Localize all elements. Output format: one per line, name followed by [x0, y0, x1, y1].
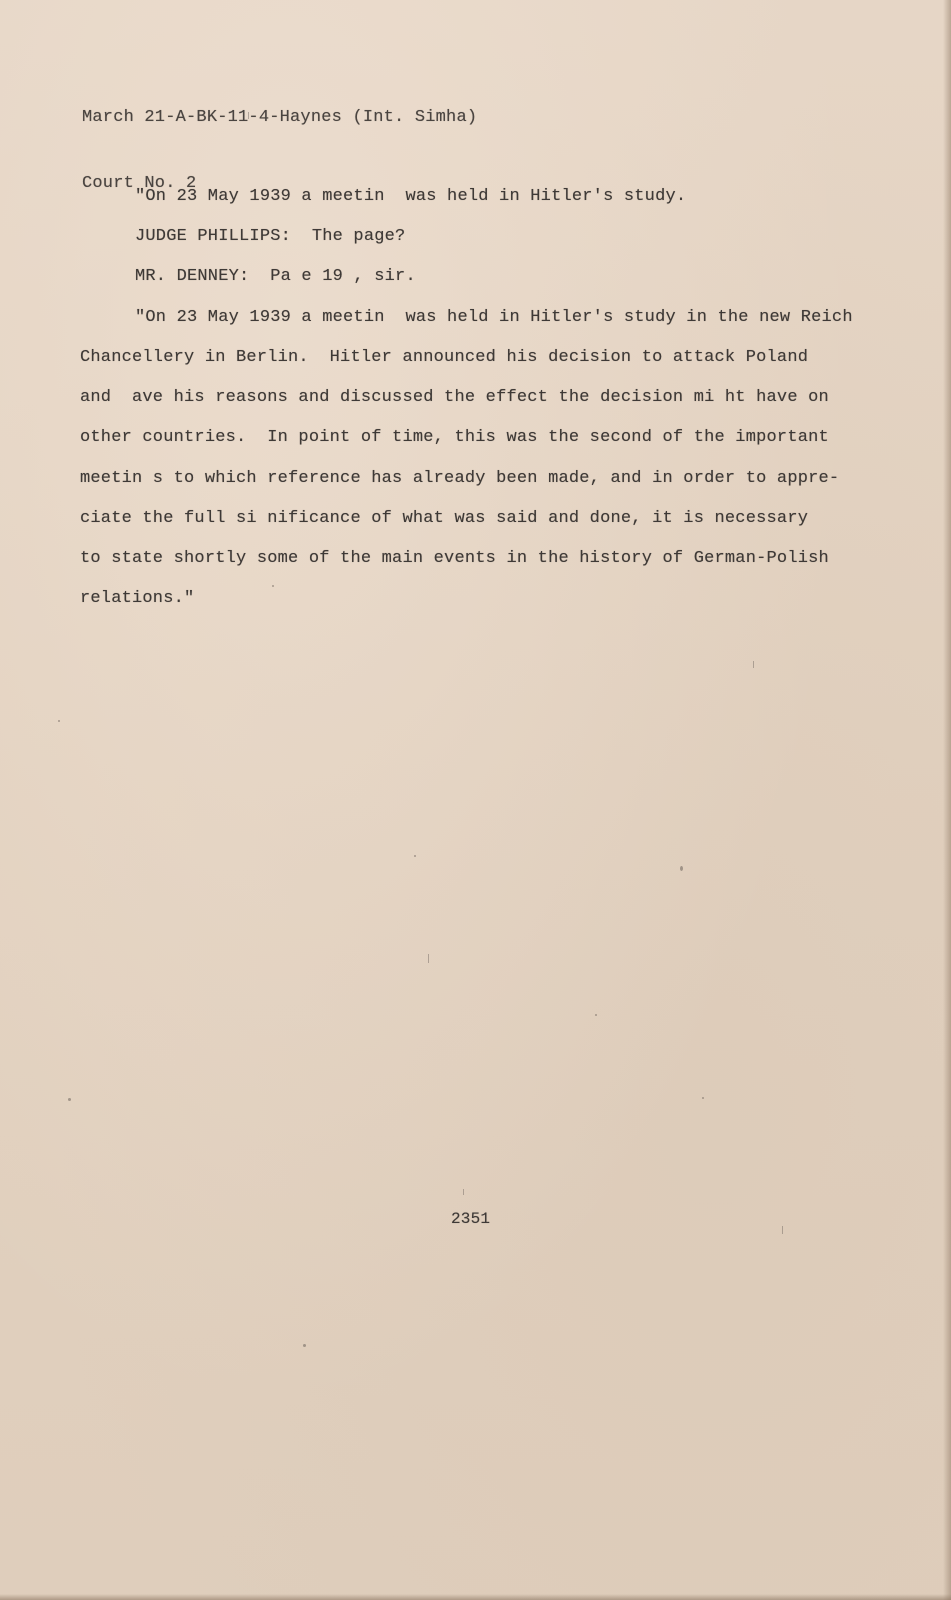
transcript-paragraph-line: "On 23 May 1939 a meetin was held in Hitler's study in the new Reich [135, 308, 853, 327]
transcript-paragraph-line: relations." [80, 589, 195, 608]
transcript-paragraph-line: ciate the full si nificance of what was said and done, it is necessary [80, 509, 809, 528]
paper-mark [463, 1189, 464, 1195]
paper-speck [414, 855, 416, 857]
page-edge-bottom [0, 1594, 951, 1600]
paper-speck [595, 1014, 597, 1016]
paper-mark [753, 661, 754, 668]
paper-speck [272, 585, 274, 587]
header-court-line: Court No. 2 [82, 174, 197, 193]
paper-mark [428, 954, 429, 963]
transcript-paragraph-line: meetin s to which reference has already been made, and in order to appre- [80, 469, 840, 488]
transcript-paragraph-line: and ave his reasons and discussed the effect the decision mi ht have on [80, 388, 829, 407]
paper-speck [58, 720, 60, 722]
paper-speck [680, 866, 683, 871]
transcript-denney-reply: MR. DENNEY: Pa e 19 , sir. [135, 267, 416, 286]
transcript-quote-opening: "On 23 May 1939 a meetin was held in Hitler's study. [135, 187, 687, 206]
transcript-paragraph-line: Chancellery in Berlin. Hitler announced his decision to attack Poland [80, 348, 809, 367]
transcript-body [80, 186, 860, 608]
paper-mark [248, 112, 249, 119]
transcript-paragraph-line: other countries. In point of time, this was the second of the important [80, 428, 829, 447]
paper-speck [303, 1344, 306, 1347]
page-edge-right [943, 0, 951, 1600]
header-session-line: March 21-A-BK-11-4-Haynes (Int. Simha) [82, 108, 478, 127]
paper-speck [68, 1098, 71, 1101]
page-number: 2351 [451, 1210, 491, 1228]
paper-speck [702, 1097, 704, 1099]
transcript-paragraph-line: to state shortly some of the main events in the history of German-Polish [80, 549, 829, 568]
paper-mark [782, 1226, 783, 1234]
transcript-judge-question: JUDGE PHILLIPS: The page? [135, 227, 406, 246]
